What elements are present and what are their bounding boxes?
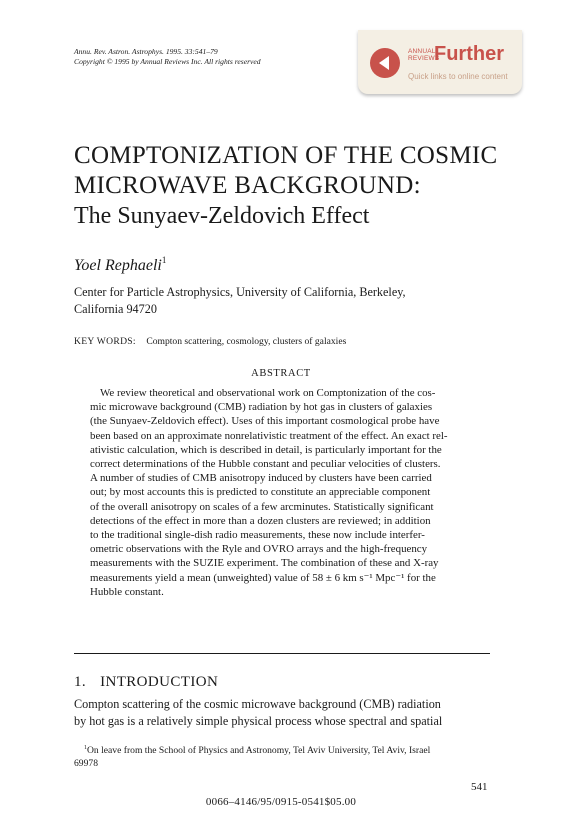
- abstract-body: [90, 386, 490, 599]
- abstract-line: detections of the effect in more than a dozen clusters are reviewed; in addition: [90, 514, 431, 527]
- footnote-mark: 1: [84, 745, 87, 751]
- abstract-line: correct determinations of the Hubble constant and peculiar velocities of clusters.: [90, 458, 441, 471]
- abstract-line: (the Sunyaev-Zeldovich effect). Uses of this important cosmological probe have: [90, 415, 440, 428]
- footnote-text-continued: 69978: [74, 758, 98, 769]
- section-heading: [74, 674, 218, 691]
- author-name: [74, 255, 166, 275]
- copyright-notice: Copyright © 1995 by Annual Reviews Inc. All rights reserved: [74, 57, 261, 66]
- abstract-line: ativistic calculation, which is described in detail, is particularly important for the: [90, 443, 442, 456]
- title-line-1: COMPTONIZATION OF THE COSMIC: [74, 142, 498, 169]
- page-number: 541: [471, 781, 488, 793]
- affiliation-line-2: California 94720: [74, 302, 157, 316]
- further-quick-links-badge[interactable]: [358, 30, 522, 94]
- abstract-line: A number of studies of CMB anisotropy induced by clusters have been carried: [90, 472, 432, 485]
- abstract-line: ometric observations with the Ryle and OVRO arrays and the high-frequency: [90, 543, 428, 556]
- abstract-line: been based on an approximate nonrelativistic treatment of the effect. An exact rel-: [90, 429, 448, 442]
- footnote: [74, 742, 494, 770]
- keywords-label: KEY WORDS:: [74, 336, 136, 347]
- journal-citation: Annu. Rev. Astron. Astrophys. 1995. 33:541–79: [74, 47, 218, 56]
- article-title: [74, 141, 534, 231]
- section-divider: [74, 653, 490, 654]
- section-title-text: INTRODUCTION: [100, 674, 219, 690]
- title-subtitle: The Sunyaev-Zeldovich Effect: [74, 203, 370, 229]
- section-number: 1.: [74, 674, 87, 690]
- abstract-line: to the traditional single-dish radio measurements, these now include interfer-: [90, 529, 425, 542]
- footnote-text: On leave from the School of Physics and Astronomy, Tel Aviv University, Tel Aviv, Israel: [87, 745, 431, 756]
- keywords-text: Compton scattering, cosmology, clusters of galaxies: [146, 336, 347, 347]
- title-line-2: MICROWAVE BACKGROUND:: [74, 172, 421, 199]
- further-label: Further: [434, 43, 504, 65]
- abstract-line: mic microwave background (CMB) radiation by hot gas in clusters of galaxies: [90, 401, 433, 414]
- intro-line: Compton scattering of the cosmic microwave background (CMB) radiation: [74, 697, 441, 711]
- annual-reviews-logo-text: ANNUAL REVIEWS: [408, 48, 440, 62]
- abstract-line: measurements yield a mean (unweighted) value of 58 ± 6 km s⁻¹ Mpc⁻¹ for the: [90, 571, 436, 584]
- abstract-line: out; by most accounts this is predicted to constitute an appreciable component: [90, 486, 431, 499]
- abstract-line: We review theoretical and observational work on Comptonization of the cos-: [100, 387, 436, 399]
- left-arrow-icon: [370, 48, 400, 78]
- abstract-line: Hubble constant.: [90, 585, 164, 598]
- keywords: [74, 336, 346, 347]
- author-affiliation: [74, 284, 494, 318]
- abstract-heading: ABSTRACT: [251, 368, 311, 379]
- quick-links-label: Quick links to online content: [408, 72, 508, 81]
- introduction-text: [74, 696, 492, 730]
- intro-line: by hot gas is a relatively simple physical process whose spectral and spatial: [74, 714, 443, 728]
- journal-reference: [74, 47, 261, 67]
- article-code: 0066–4146/95/0915-0541$05.00: [205, 796, 357, 808]
- abstract-line: of the overall anisotropy on scales of a few arcminutes. Statistically significant: [90, 500, 434, 513]
- author-footnote-mark: 1: [161, 255, 167, 265]
- affiliation-line-1: Center for Particle Astrophysics, University of California, Berkeley,: [74, 285, 406, 299]
- author-name-text: Yoel Rephaeli: [74, 257, 162, 274]
- abstract-line: measurements with the SUZIE experiment. The combination of these and X-ray: [90, 557, 439, 570]
